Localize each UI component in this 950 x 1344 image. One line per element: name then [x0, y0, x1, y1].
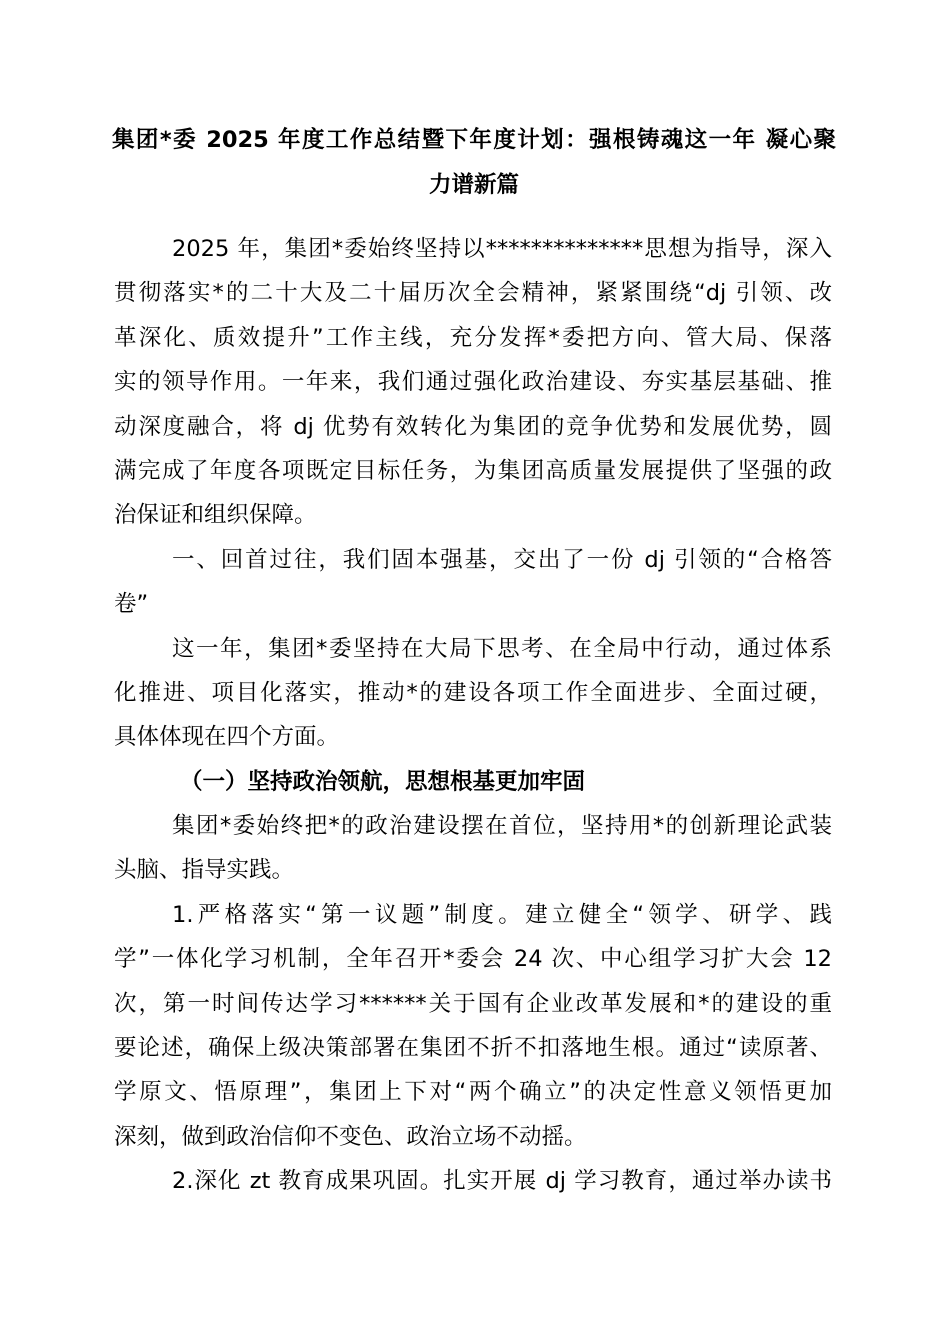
text-line: 具体体现在四个方面。	[114, 724, 340, 751]
text-line: 学”一体化学习机制，全年召开*委会 24 次、中心组学习扩大会 12	[114, 946, 832, 973]
document-body	[114, 227, 832, 1204]
title-line: 集团*委 2025 年度工作总结暨下年度计划：强根铸魂这一年 凝心聚	[112, 127, 836, 153]
text-line: 次，第一时间传达学习******关于国有企业改革发展和*的建设的重	[114, 990, 832, 1017]
paragraph	[114, 804, 832, 893]
text-line: （一）坚持政治领航，思想根基更加牢固	[180, 768, 586, 795]
text-line: 动深度融合，将 dj 优势有效转化为集团的竞争优势和发展优势，圆	[114, 413, 832, 440]
text-line: 满完成了年度各项既定目标任务，为集团高质量发展提供了坚强的政	[114, 457, 832, 484]
text-line: 2.深化 zt 教育成果巩固。扎实开展 dj 学习教育，通过举办读书	[172, 1168, 832, 1195]
text-line: 实的领导作用。一年来，我们通过强化政治建设、夯实基层基础、推	[114, 369, 832, 396]
paragraph	[114, 538, 832, 627]
paragraph	[114, 227, 832, 538]
text-line: 1.严格落实“第一议题”制度。建立健全“领学、研学、践	[172, 901, 832, 928]
text-line: 贯彻落实*的二十大及二十届历次全会精神，紧紧围绕“dj 引领、改	[114, 280, 832, 307]
paragraph	[114, 1159, 832, 1203]
text-line: 集团*委始终把*的政治建设摆在首位，坚持用*的创新理论武装	[172, 813, 832, 840]
text-line: 学原文、悟原理”，集团上下对“两个确立”的决定性意义领悟更加	[114, 1079, 832, 1106]
paragraph	[114, 893, 832, 1159]
text-line: 深刻，做到政治信仰不变色、政治立场不动摇。	[114, 1123, 587, 1150]
text-line: 2025 年，集团*委始终坚持以**************思想为指导，深入	[172, 236, 832, 262]
text-line: 头脑、指导实践。	[114, 857, 295, 884]
title-line: 力谱新篇	[428, 172, 519, 198]
paragraph	[114, 627, 832, 760]
section-heading	[114, 760, 832, 804]
text-line: 革深化、质效提升”工作主线，充分发挥*委把方向、管大局、保落	[114, 324, 832, 351]
text-line: 化推进、项目化落实，推动*的建设各项工作全面进步、全面过硬，	[114, 679, 832, 706]
text-line: 要论述，确保上级决策部署在集团不折不扣落地生根。通过“读原著、	[114, 1035, 832, 1062]
document-title	[112, 118, 836, 208]
text-line: 卷”	[114, 591, 149, 618]
text-line: 一、回首过往，我们固本强基，交出了一份 dj 引领的“合格答	[172, 546, 832, 573]
text-line: 治保证和组织保障。	[114, 502, 317, 529]
text-line: 这一年，集团*委坚持在大局下思考、在全局中行动，通过体系	[172, 635, 832, 662]
